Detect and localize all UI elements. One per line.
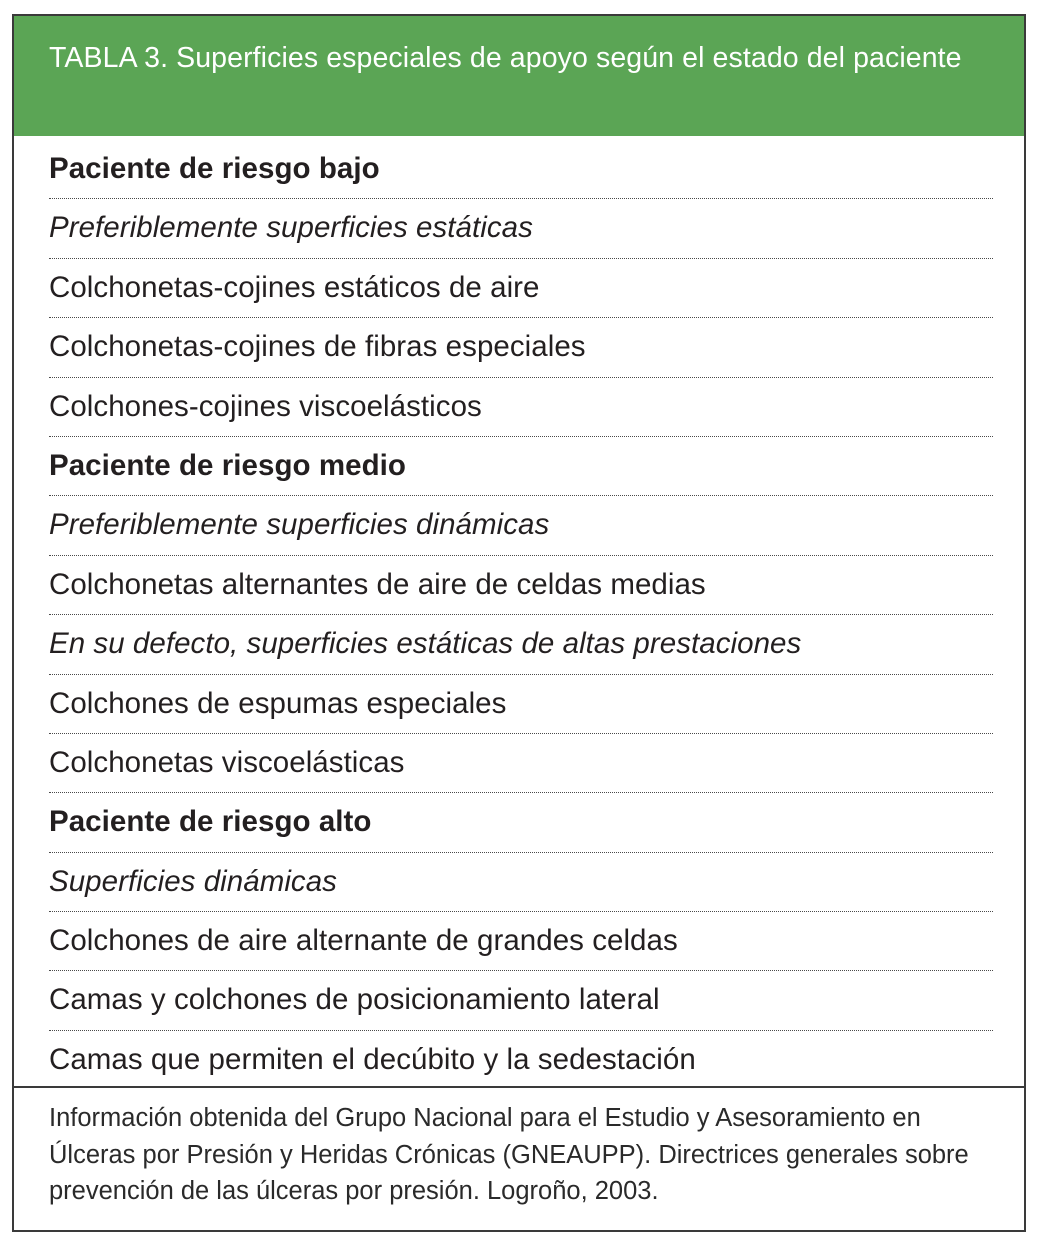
table-row: Colchones de espumas especiales	[49, 675, 993, 734]
table-row: Colchonetas-cojines de fibras especiales	[49, 318, 993, 377]
table-row: Colchonetas alternantes de aire de celdas medias	[49, 556, 993, 615]
table-row: Paciente de riesgo medio	[49, 437, 993, 496]
table-row: Colchonetas viscoelásticas	[49, 734, 993, 793]
table-row: Camas que permiten el decúbito y la sedestación	[49, 1042, 696, 1076]
table-box	[12, 14, 1026, 1232]
table-row: Preferiblemente superficies estáticas	[49, 199, 993, 258]
table-row: Camas y colchones de posicionamiento lateral	[49, 971, 993, 1030]
table-row: Paciente de riesgo bajo	[49, 140, 993, 199]
table-title: TABLA 3. Superficies especiales de apoyo según el estado del paciente	[14, 16, 1024, 136]
table-row: Superficies dinámicas	[49, 853, 993, 912]
table-row: En su defecto, superficies estáticas de altas prestaciones	[49, 615, 993, 674]
table-row: Preferiblemente superficies dinámicas	[49, 496, 993, 555]
table-footnote: Información obtenida del Grupo Nacional para el Estudio y Asesoramiento en Úlceras por Presión y Heridas Crónicas (GNEAUPP). Directrices generales sobre prevención de las úlceras por presión. Logroño, 2003.	[49, 1104, 969, 1205]
table-row: Colchones de aire alternante de grandes celdas	[49, 912, 993, 971]
table-row: Colchonetas-cojines estáticos de aire	[49, 259, 993, 318]
footnote-divider	[14, 1086, 1024, 1088]
table-row: Colchones-cojines viscoelásticos	[49, 378, 993, 437]
table-row: Paciente de riesgo alto	[49, 793, 993, 852]
table-rows	[49, 140, 993, 1090]
